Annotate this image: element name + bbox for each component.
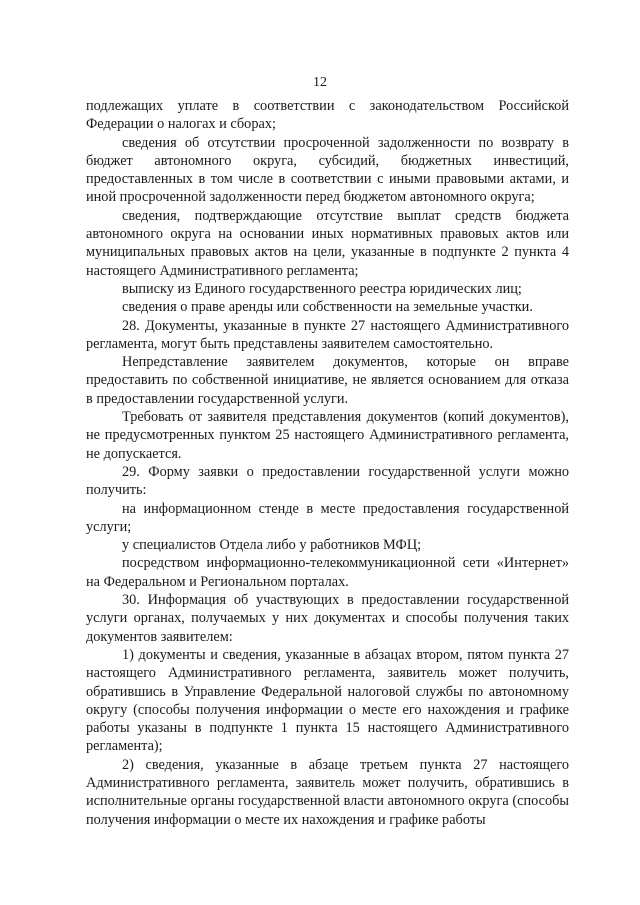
paragraph-item-28: 28. Документы, указанные в пункте 27 настоящего Административного регламента, могут быть представлены заявителем самостоятельно. [86, 317, 569, 352]
paragraph-subitem-1: 1) документы и сведения, указанные в абзацах втором, пятом пункта 27 настоящего Административного регламента, заявитель может получить, обратившись в Управление Федеральной налоговой службы по автономному округу (способы получения информации о месте его нахождения и графике работы указаны в подпункте 1 пункта 15 настоящего Административного регламента); [86, 646, 569, 755]
paragraph: Непредставление заявителем документов, которые он вправе предоставить по собственной инициативе, не является основанием для отказа в предоставлении государственной услуги. [86, 354, 569, 407]
paragraph-subitem-2: 2) сведения, указанные в абзаце третьем пункта 27 настоящего Административного регламента, заявитель может получить, обратившись в исполнительные органы государственной власти автономного округа (способы получения информации о месте их нахождения и графике работы [86, 756, 569, 828]
paragraph: у специалистов Отдела либо у работников МФЦ; [122, 537, 422, 554]
paragraph: сведения об отсутствии просроченной задолженности по возврату в бюджет автономного округа, субсидий, бюджетных инвестиций, предоставленных в том числе в соответствии с иными правовыми актами, и иной просроченной задолженности перед бюджетом автономного округа; [86, 134, 569, 206]
paragraph: Требовать от заявителя представления документов (копий документов), не предусмотренных пунктом 25 настоящего Административного регламента, не допускается. [86, 409, 569, 462]
paragraph: на информационном стенде в месте предоставления государственной услуги; [86, 500, 569, 535]
paragraph-item-29: 29. Форму заявки о предоставлении государственной услуги можно получить: [86, 463, 569, 499]
document-body [86, 97, 569, 829]
paragraph-continuation: подлежащих уплате в соответствии с законодательством Российской Федерации о налогах и сборах; [86, 98, 569, 133]
page-number: 12 [313, 75, 327, 90]
paragraph: сведения, подтверждающие отсутствие выплат средств бюджета автономного округа на основании иных нормативных правовых актов или муниципальных правовых актов на цели, указанные в подпункте 2 пункта 4 настоящего Административного регламента; [86, 207, 569, 279]
paragraph-item-30: 30. Информация об участвующих в предоставлении государственной услуги органах, получаемых у них документах и способы получения таких документов заявителем: [86, 592, 569, 645]
paragraph: сведения о праве аренды или собственности на земельные участки. [122, 299, 533, 316]
paragraph: выписку из Единого государственного реестра юридических лиц; [122, 280, 522, 297]
paragraph: посредством информационно-телекоммуникационной сети «Интернет» на Федеральном и Региональном порталах. [86, 555, 569, 590]
